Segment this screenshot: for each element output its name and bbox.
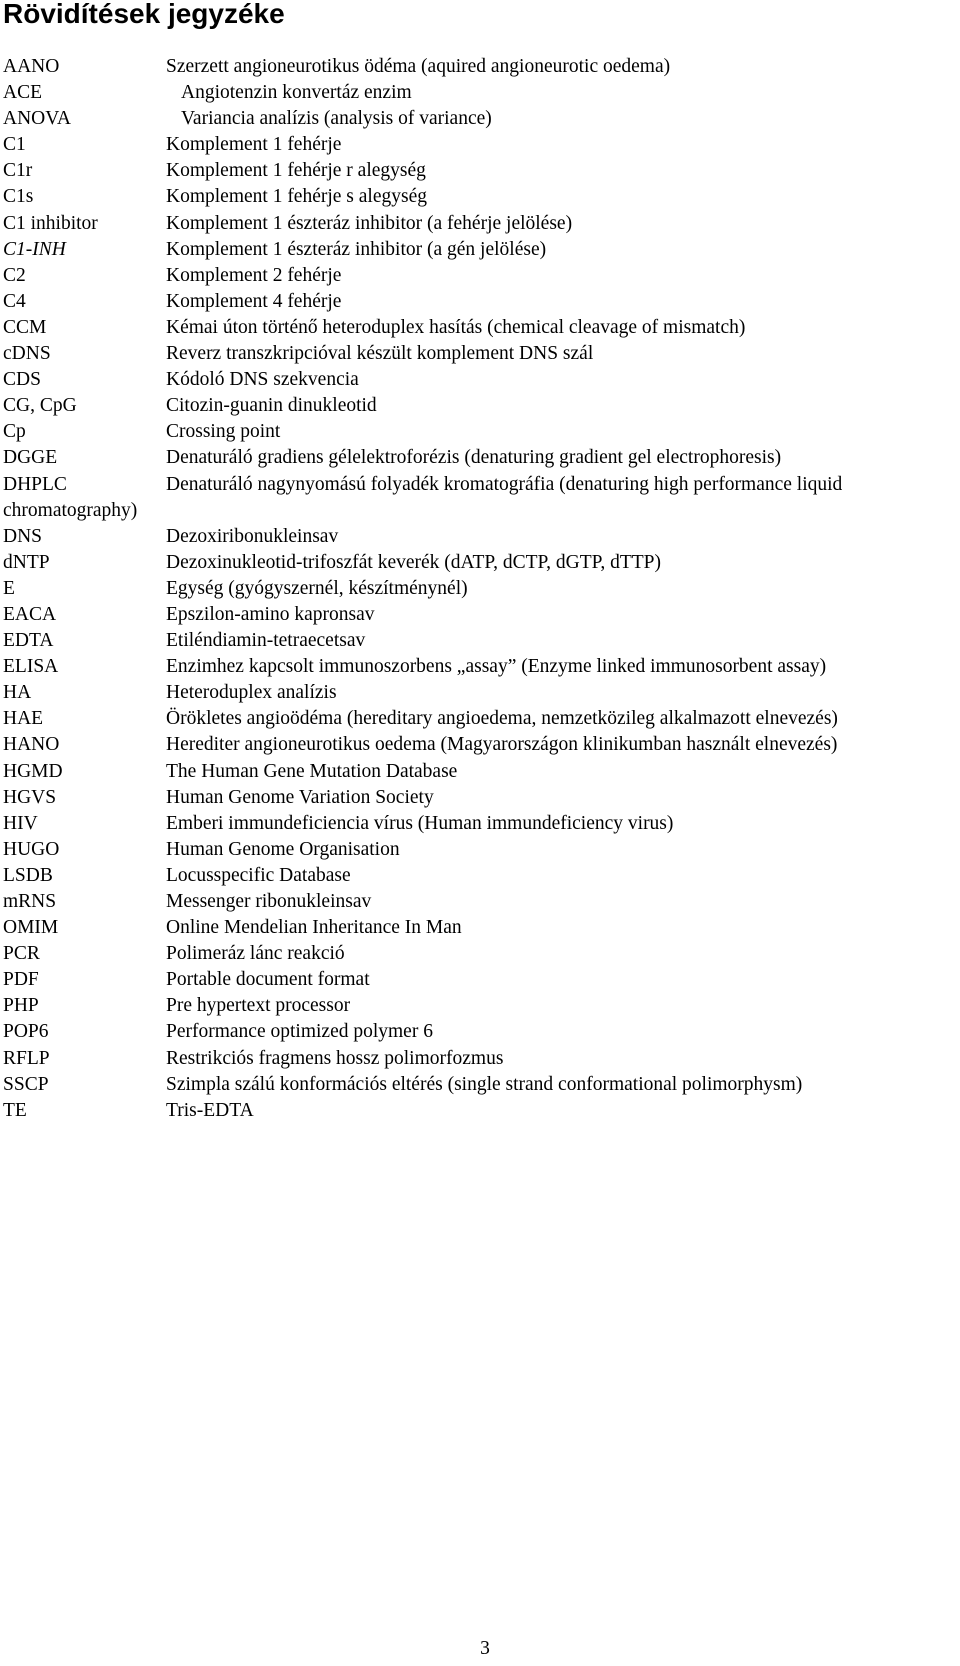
page-title: Rövidítések jegyzéke	[3, 0, 285, 29]
abbreviation: EDTA	[3, 630, 54, 652]
abbreviation: PDF	[3, 969, 39, 991]
list-item	[3, 80, 958, 106]
abbreviation: ELISA	[3, 656, 59, 678]
definition: Crossing point	[166, 421, 281, 443]
abbreviation: ANOVA	[3, 108, 71, 130]
abbreviation: ACE	[3, 82, 42, 104]
definition: Dezoxiribonukleinsav	[166, 525, 339, 547]
list-item	[3, 315, 958, 341]
abbreviation: C1 inhibitor	[3, 212, 98, 234]
list-item	[3, 732, 958, 758]
abbreviation: C2	[3, 264, 26, 286]
definition-continuation: chromatography)	[3, 499, 138, 521]
abbreviation: AANO	[3, 56, 60, 77]
abbreviation: DNS	[3, 525, 43, 547]
list-item	[3, 1072, 958, 1098]
list-item	[3, 472, 958, 524]
definition: Angiotenzin konvertáz enzim	[181, 82, 412, 104]
list-item	[3, 915, 958, 941]
abbreviation: C1r	[3, 160, 33, 182]
abbreviation: DGGE	[3, 447, 58, 469]
abbreviation: mRNS	[3, 891, 57, 912]
list-item	[3, 237, 958, 263]
list-item	[3, 341, 958, 367]
definition: Reverz transzkripcióval készült komplement DNS szál	[166, 343, 594, 365]
list-item	[3, 1098, 958, 1124]
list-item	[3, 993, 958, 1019]
definition: Komplement 1 fehérje s alegység	[166, 186, 427, 208]
definition: Citozin-guanin dinukleotid	[166, 395, 377, 417]
abbreviation: HGVS	[3, 786, 57, 808]
definition: Komplement 1 észteráz inhibitor (a gén jelölése)	[166, 238, 547, 260]
abbreviation: RFLP	[3, 1047, 50, 1069]
definition: Emberi immundeficiencia vírus (Human immundeficiency virus)	[166, 812, 674, 834]
definition: Epszilon-amino kapronsav	[166, 603, 375, 625]
definition: Szimpla szálú konformációs eltérés (single strand conformational polimorphysm)	[166, 1073, 803, 1095]
abbreviation: HUGO	[3, 838, 60, 860]
definition: Locusspecific Database	[166, 864, 351, 886]
abbreviation: OMIM	[3, 917, 59, 939]
abbreviation: C1-INH	[3, 238, 66, 260]
definition: Etiléndiamin-tetraecetsav	[166, 630, 366, 652]
abbreviation-list	[3, 54, 958, 1124]
abbreviation: TE	[3, 1099, 27, 1121]
definition: Kémai úton történő heteroduplex hasítás (chemical cleavage of mismatch)	[166, 316, 746, 338]
definition: Herediter angioneurotikus oedema (Magyarországon klinikumban használt elnevezés)	[166, 734, 838, 756]
list-item	[3, 367, 958, 393]
definition: Enzimhez kapcsolt immunoszorbens „assay” (Enzyme linked immunosorbent assay)	[166, 656, 827, 678]
definition: Örökletes angioödéma (hereditary angioedema, nemzetközileg alkalmazott elnevezés)	[166, 708, 838, 730]
definition: Denaturáló gradiens gélelektroforézis (denaturing gradient gel electrophoresis)	[166, 447, 782, 469]
list-item	[3, 1019, 958, 1045]
definition: Performance optimized polymer 6	[166, 1021, 433, 1043]
list-item	[3, 550, 958, 576]
list-item	[3, 602, 958, 628]
abbreviation: C1s	[3, 186, 34, 208]
list-item	[3, 263, 958, 289]
abbreviation: PCR	[3, 943, 40, 965]
abbreviation: EACA	[3, 603, 57, 625]
abbreviation: HA	[3, 682, 32, 704]
definition: Tris-EDTA	[166, 1099, 254, 1121]
abbreviation: PHP	[3, 995, 39, 1017]
abbreviation: DHPLC	[3, 473, 67, 495]
abbreviation: C4	[3, 290, 26, 312]
definition: Online Mendelian Inheritance In Man	[166, 917, 462, 939]
list-item	[3, 863, 958, 889]
list-item	[3, 967, 958, 993]
list-item	[3, 785, 958, 811]
definition: Komplement 1 észteráz inhibitor (a fehérje jelölése)	[166, 212, 573, 234]
list-item	[3, 759, 958, 785]
list-item	[3, 889, 958, 915]
definition: Heteroduplex analízis	[166, 682, 337, 704]
definition: Portable document format	[166, 969, 370, 991]
page-number: 3	[480, 1638, 490, 1659]
definition: Dezoxinukleotid-trifoszfát keverék (dATP, dCTP, dGTP, dTTP)	[166, 551, 662, 573]
abbreviation: CDS	[3, 369, 41, 391]
definition: Restrikciós fragmens hossz polimorfozmus	[166, 1047, 504, 1069]
list-item	[3, 393, 958, 419]
abbreviation: CCM	[3, 316, 47, 338]
definition: Komplement 1 fehérje	[166, 134, 342, 156]
abbreviation: CG, CpG	[3, 395, 77, 417]
abbreviation: SSCP	[3, 1073, 49, 1095]
list-item	[3, 576, 958, 602]
abbreviation: C1	[3, 134, 26, 156]
definition: Human Genome Variation Society	[166, 786, 434, 808]
list-item	[3, 1046, 958, 1072]
abbreviation: HAE	[3, 708, 44, 730]
definition: Szerzett angioneurotikus ödéma (aquired angioneurotic oedema)	[166, 56, 671, 77]
definition: The Human Gene Mutation Database	[166, 760, 458, 782]
list-item	[3, 941, 958, 967]
list-item	[3, 654, 958, 680]
definition: Komplement 2 fehérje	[166, 264, 342, 286]
abbreviation: HGMD	[3, 760, 63, 782]
list-item	[3, 211, 958, 237]
abbreviation: HIV	[3, 812, 38, 834]
list-item	[3, 132, 958, 158]
abbreviation: HANO	[3, 734, 60, 756]
definition: Human Genome Organisation	[166, 838, 400, 860]
abbreviation: cDNS	[3, 343, 51, 365]
list-item	[3, 811, 958, 837]
list-item	[3, 706, 958, 732]
abbreviation: POP6	[3, 1021, 49, 1043]
definition: Komplement 4 fehérje	[166, 290, 342, 312]
list-item	[3, 54, 958, 80]
definition: Denaturáló nagynyomású folyadék kromatográfia (denaturing high performance liquid	[166, 473, 843, 495]
list-item	[3, 524, 958, 550]
definition: Komplement 1 fehérje r alegység	[166, 160, 426, 182]
definition: Pre hypertext processor	[166, 995, 351, 1017]
definition: Polimeráz lánc reakció	[166, 943, 345, 965]
definition: Variancia analízis (analysis of variance)	[181, 108, 492, 130]
list-item	[3, 628, 958, 654]
list-item	[3, 106, 958, 132]
definition: Egység (gyógyszernél, készítménynél)	[166, 577, 468, 599]
list-item	[3, 837, 958, 863]
abbreviation: E	[3, 577, 15, 599]
list-item	[3, 680, 958, 706]
definition: Kódoló DNS szekvencia	[166, 369, 359, 391]
list-item	[3, 184, 958, 210]
list-item	[3, 419, 958, 445]
abbreviation: Cp	[3, 421, 26, 443]
list-item	[3, 445, 958, 471]
abbreviation: dNTP	[3, 551, 50, 573]
list-item	[3, 289, 958, 315]
abbreviation: LSDB	[3, 864, 53, 886]
list-item	[3, 158, 958, 184]
definition: Messenger ribonukleinsav	[166, 891, 372, 912]
